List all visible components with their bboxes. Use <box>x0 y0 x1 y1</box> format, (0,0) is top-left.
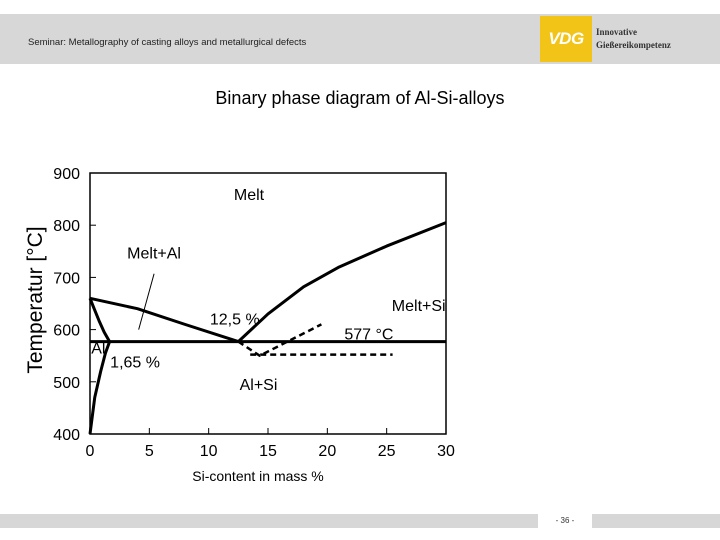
x-tick-label: 5 <box>144 443 154 460</box>
page-number: - 36 - <box>538 514 592 528</box>
region-label: 12,5 % <box>209 311 260 329</box>
region-label: Al+Si <box>239 377 278 395</box>
x-tick-label: 20 <box>318 443 337 460</box>
vdg-logo-text: VDG <box>548 29 584 48</box>
x-tick-label: 10 <box>199 443 218 460</box>
leader-line <box>139 274 154 330</box>
region-label: Melt+Al <box>127 245 181 263</box>
region-label: Melt <box>233 187 265 205</box>
y-tick-label: 900 <box>53 166 80 183</box>
y-tick-label: 600 <box>53 322 80 340</box>
phase-boundary-line <box>90 298 110 341</box>
phase-boundary-line <box>238 223 446 342</box>
y-tick-label: 700 <box>53 270 80 288</box>
logo-tagline-line-2: Gießereikompetenz <box>596 40 671 50</box>
x-tick-label: 0 <box>85 443 95 460</box>
x-axis-label: Si-content in mass % <box>192 468 324 484</box>
logo-tagline-line-1: Innovative <box>596 27 638 37</box>
x-tick-label: 30 <box>437 443 455 460</box>
x-tick-label: 25 <box>377 443 396 460</box>
footer-band <box>0 514 720 528</box>
y-tick-label: 800 <box>53 218 80 236</box>
page-title: Binary phase diagram of Al-Si-alloys <box>215 88 505 108</box>
region-label: 577 °C <box>344 326 394 344</box>
y-axis-label: Temperatur [°C] <box>24 226 47 374</box>
region-label: 1,65 % <box>110 354 160 372</box>
region-label: Al <box>91 340 106 358</box>
x-tick-label: 15 <box>259 443 277 460</box>
y-tick-label: 500 <box>53 374 80 392</box>
annotation-layer <box>91 187 445 394</box>
seminar-title: Seminar: Metallography of casting alloys and metallurgical defects <box>28 37 307 48</box>
y-tick-label: 400 <box>53 427 80 444</box>
region-label: Melt+Si <box>391 297 446 315</box>
